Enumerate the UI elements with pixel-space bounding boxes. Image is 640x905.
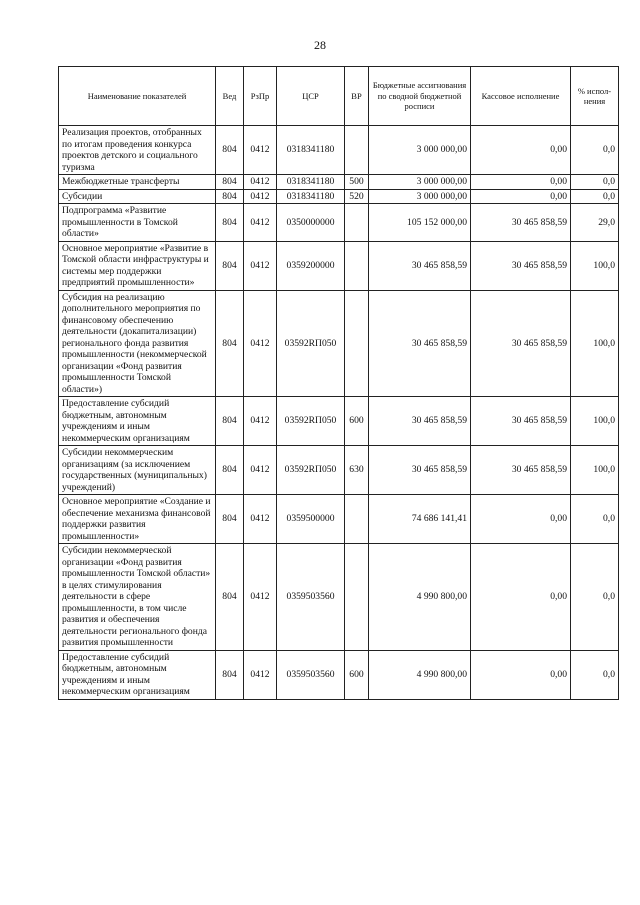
row-name: Основное мероприятие «Развитие в Томской области инфраструктуры и системы мер поддержки предприятий промышленности» [59, 241, 216, 290]
column-header-ved: Вед [216, 67, 244, 126]
row-ved: 804 [216, 175, 244, 190]
row-name: Субсидии некоммерческим организациям (за исключением государственных (муниципальных) учреждений) [59, 446, 216, 495]
row-cash: 30 465 858,59 [471, 204, 571, 242]
table-row [59, 544, 619, 651]
row-pct: 29,0 [571, 204, 619, 242]
row-vr: 600 [345, 397, 369, 446]
row-pct: 0,0 [571, 495, 619, 544]
row-budget: 4 990 800,00 [369, 544, 471, 651]
table-row [59, 290, 619, 397]
row-csr: 0359503560 [277, 650, 345, 699]
table-row [59, 650, 619, 699]
row-name: Предоставление субсидий бюджетным, автономным учреждениям и иным некоммерческим организациям [59, 397, 216, 446]
row-csr: 03592RП050 [277, 290, 345, 397]
row-name: Субсидии некоммерческой организации «Фонд развития промышленности Томской области» в целях стимулирования деятельности в сфере промышленности, в том числе развития и обеспечения деятельности регионального фонда развития промышленности [59, 544, 216, 651]
row-cash: 0,00 [471, 189, 571, 204]
row-cash: 0,00 [471, 175, 571, 190]
row-budget: 4 990 800,00 [369, 650, 471, 699]
row-ved: 804 [216, 241, 244, 290]
row-rzpr: 0412 [244, 495, 277, 544]
row-ved: 804 [216, 189, 244, 204]
row-pct: 0,0 [571, 189, 619, 204]
row-ved: 804 [216, 204, 244, 242]
row-csr: 03592RП050 [277, 397, 345, 446]
row-pct: 0,0 [571, 650, 619, 699]
row-pct: 0,0 [571, 544, 619, 651]
column-header-csr: ЦСР [277, 67, 345, 126]
table-row [59, 126, 619, 175]
row-cash: 30 465 858,59 [471, 397, 571, 446]
row-pct: 0,0 [571, 126, 619, 175]
row-name: Реализация проектов, отобранных по итогам проведения конкурса проектов детского и социального туризма [59, 126, 216, 175]
row-ved: 804 [216, 126, 244, 175]
row-csr: 0359500000 [277, 495, 345, 544]
row-rzpr: 0412 [244, 126, 277, 175]
row-vr [345, 290, 369, 397]
budget-execution-table [58, 66, 619, 700]
row-vr: 630 [345, 446, 369, 495]
column-header-name: Наименование показателей [59, 67, 216, 126]
row-name: Субсидии [59, 189, 216, 204]
row-pct: 0,0 [571, 175, 619, 190]
row-budget: 30 465 858,59 [369, 397, 471, 446]
row-budget: 30 465 858,59 [369, 446, 471, 495]
row-vr: 500 [345, 175, 369, 190]
row-csr: 0318341180 [277, 189, 345, 204]
table-row [59, 446, 619, 495]
row-csr: 03592RП050 [277, 446, 345, 495]
row-csr: 0359503560 [277, 544, 345, 651]
row-pct: 100,0 [571, 290, 619, 397]
row-pct: 100,0 [571, 397, 619, 446]
table-row [59, 241, 619, 290]
row-vr [345, 495, 369, 544]
row-name: Подпрограмма «Развитие промышленности в Томской области» [59, 204, 216, 242]
row-budget: 30 465 858,59 [369, 290, 471, 397]
page-number: 28 [314, 38, 326, 52]
row-csr: 0350000000 [277, 204, 345, 242]
column-header-pct: % испол-нения [571, 67, 619, 126]
table-header-row [59, 67, 619, 126]
table-row [59, 397, 619, 446]
column-header-cash: Кассовое исполнение [471, 67, 571, 126]
row-cash: 0,00 [471, 495, 571, 544]
row-rzpr: 0412 [244, 446, 277, 495]
row-budget: 105 152 000,00 [369, 204, 471, 242]
row-ved: 804 [216, 397, 244, 446]
table-row [59, 175, 619, 190]
row-ved: 804 [216, 650, 244, 699]
row-rzpr: 0412 [244, 544, 277, 651]
row-ved: 804 [216, 446, 244, 495]
row-rzpr: 0412 [244, 397, 277, 446]
row-cash: 0,00 [471, 126, 571, 175]
row-rzpr: 0412 [244, 175, 277, 190]
row-budget: 3 000 000,00 [369, 126, 471, 175]
row-name: Основное мероприятие «Создание и обеспечение механизма финансовой поддержки развития промышленности» [59, 495, 216, 544]
column-header-rzpr: РзПр [244, 67, 277, 126]
row-ved: 804 [216, 544, 244, 651]
row-name: Предоставление субсидий бюджетным, автономным учреждениям и иным некоммерческим организациям [59, 650, 216, 699]
row-rzpr: 0412 [244, 290, 277, 397]
table-row [59, 204, 619, 242]
row-vr [345, 241, 369, 290]
row-pct: 100,0 [571, 446, 619, 495]
table-row [59, 495, 619, 544]
table-row [59, 189, 619, 204]
row-vr [345, 126, 369, 175]
row-budget: 3 000 000,00 [369, 175, 471, 190]
row-vr [345, 544, 369, 651]
row-cash: 30 465 858,59 [471, 446, 571, 495]
row-vr: 600 [345, 650, 369, 699]
row-rzpr: 0412 [244, 189, 277, 204]
row-cash: 0,00 [471, 544, 571, 651]
row-rzpr: 0412 [244, 241, 277, 290]
row-budget: 74 686 141,41 [369, 495, 471, 544]
row-vr: 520 [345, 189, 369, 204]
row-cash: 0,00 [471, 650, 571, 699]
column-header-budget: Бюджетные ассигнования по сводной бюджетной росписи [369, 67, 471, 126]
row-pct: 100,0 [571, 241, 619, 290]
row-name: Межбюджетные трансферты [59, 175, 216, 190]
row-csr: 0318341180 [277, 126, 345, 175]
column-header-vr: ВР [345, 67, 369, 126]
row-csr: 0359200000 [277, 241, 345, 290]
row-rzpr: 0412 [244, 204, 277, 242]
row-ved: 804 [216, 290, 244, 397]
row-cash: 30 465 858,59 [471, 241, 571, 290]
row-name: Субсидия на реализацию дополнительного мероприятия по финансовому обеспечению деятельности (докапитализации) регионального фонда развития промышленности (некоммерческой организации «Фонд развития промышленности Томской области») [59, 290, 216, 397]
row-rzpr: 0412 [244, 650, 277, 699]
row-vr [345, 204, 369, 242]
row-cash: 30 465 858,59 [471, 290, 571, 397]
row-csr: 0318341180 [277, 175, 345, 190]
row-budget: 3 000 000,00 [369, 189, 471, 204]
row-ved: 804 [216, 495, 244, 544]
row-budget: 30 465 858,59 [369, 241, 471, 290]
